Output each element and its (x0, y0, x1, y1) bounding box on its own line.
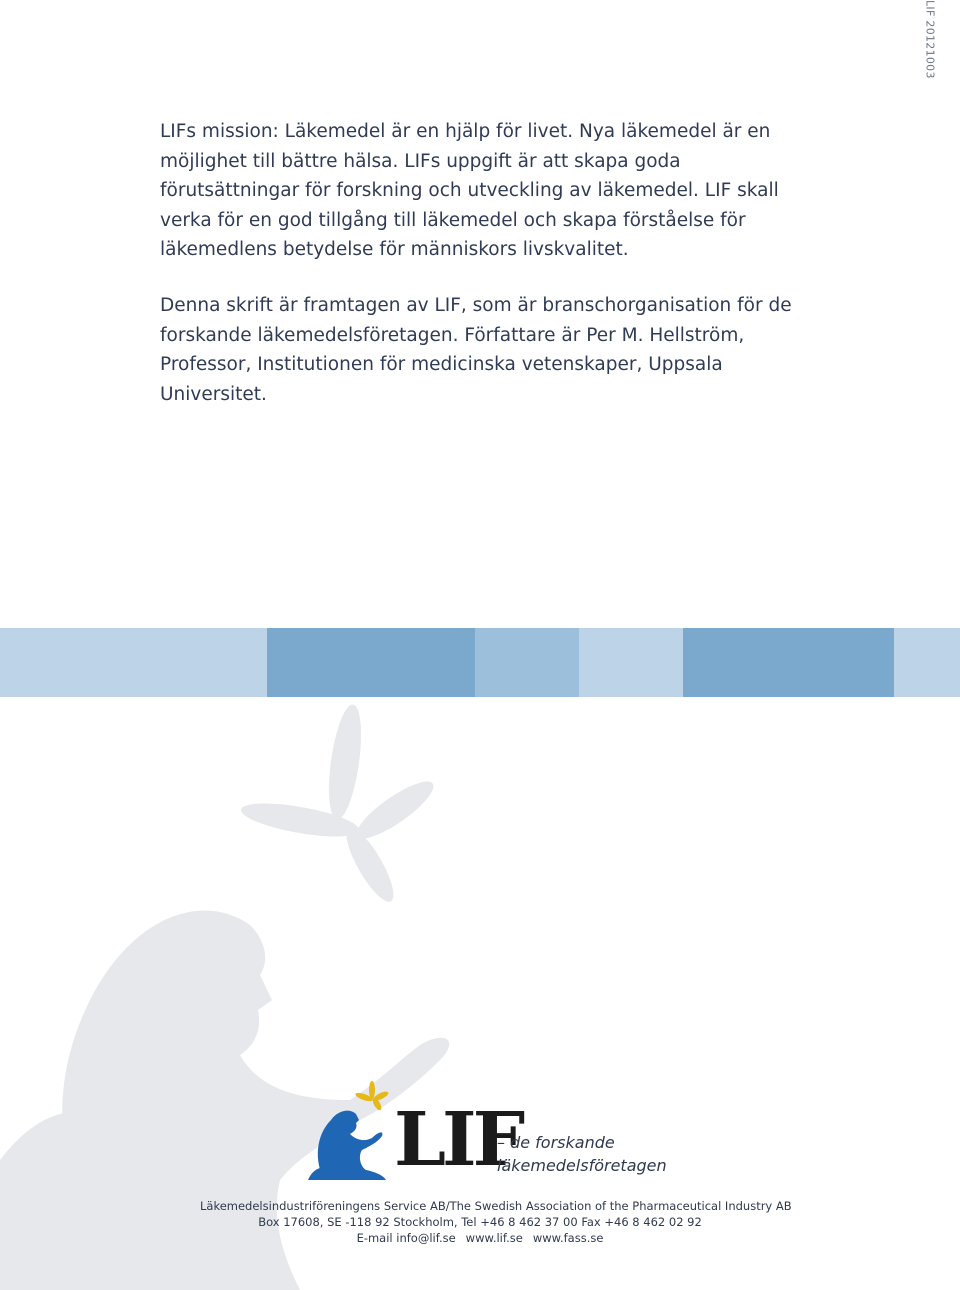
stripe-4 (579, 628, 683, 697)
stripe-2 (267, 628, 475, 697)
footer-contacts (200, 1230, 760, 1246)
stripe-6 (894, 628, 960, 697)
footer-email[interactable]: E-mail info@lif.se (356, 1231, 456, 1245)
document-code (905, 0, 955, 79)
about-paragraph (160, 291, 820, 409)
color-stripe-band (0, 628, 960, 697)
stripe-1 (0, 628, 267, 697)
mission-paragraph (160, 117, 820, 265)
footer-website-fass[interactable]: www.fass.se (532, 1231, 604, 1245)
stripe-3 (475, 628, 579, 697)
contact-footer (200, 1198, 792, 1246)
footer-website-lif[interactable]: www.lif.se (465, 1231, 523, 1245)
lif-logo-letters: LIF (394, 1097, 522, 1183)
logo-flower-icon (355, 1081, 390, 1112)
footer-address: Box 17608, SE -118 92 Stockholm, Tel +46 8 462 37 00 Fax +46 8 462 02 92 (258, 1215, 702, 1229)
watermark-flower-icon (239, 703, 440, 908)
document-code-text: LIF 20121003 (923, 0, 937, 79)
mission-text: LIFs mission: Läkemedel är en hjälp för livet. Nya läkemedel är en möjlighet till bättre hälsa. LIFs uppgift är att skapa goda förutsättningar för forskning och utveckling av läkemedel. LIF skall verka för en god tillgång till läkemedel och skapa förståelse för läkemedlens betydelse för människors livskvalitet. (160, 121, 779, 260)
footer-organization: Läkemedelsindustriföreningens Service AB/The Swedish Association of the Pharmaceutical Industry AB (200, 1199, 792, 1213)
logo-tagline (497, 1131, 667, 1177)
tagline-line-1: – de forskande (497, 1133, 615, 1152)
tagline-line-2: läkemedelsföretagen (497, 1156, 667, 1175)
about-text: Denna skrift är framtagen av LIF, som är branschorganisation för de forskande läkemedelsföretagen. Författare är Per M. Hellström, Professor, Institutionen för medicinska vetenskaper, Uppsala Universitet. (160, 295, 792, 405)
stripe-5 (683, 628, 894, 697)
